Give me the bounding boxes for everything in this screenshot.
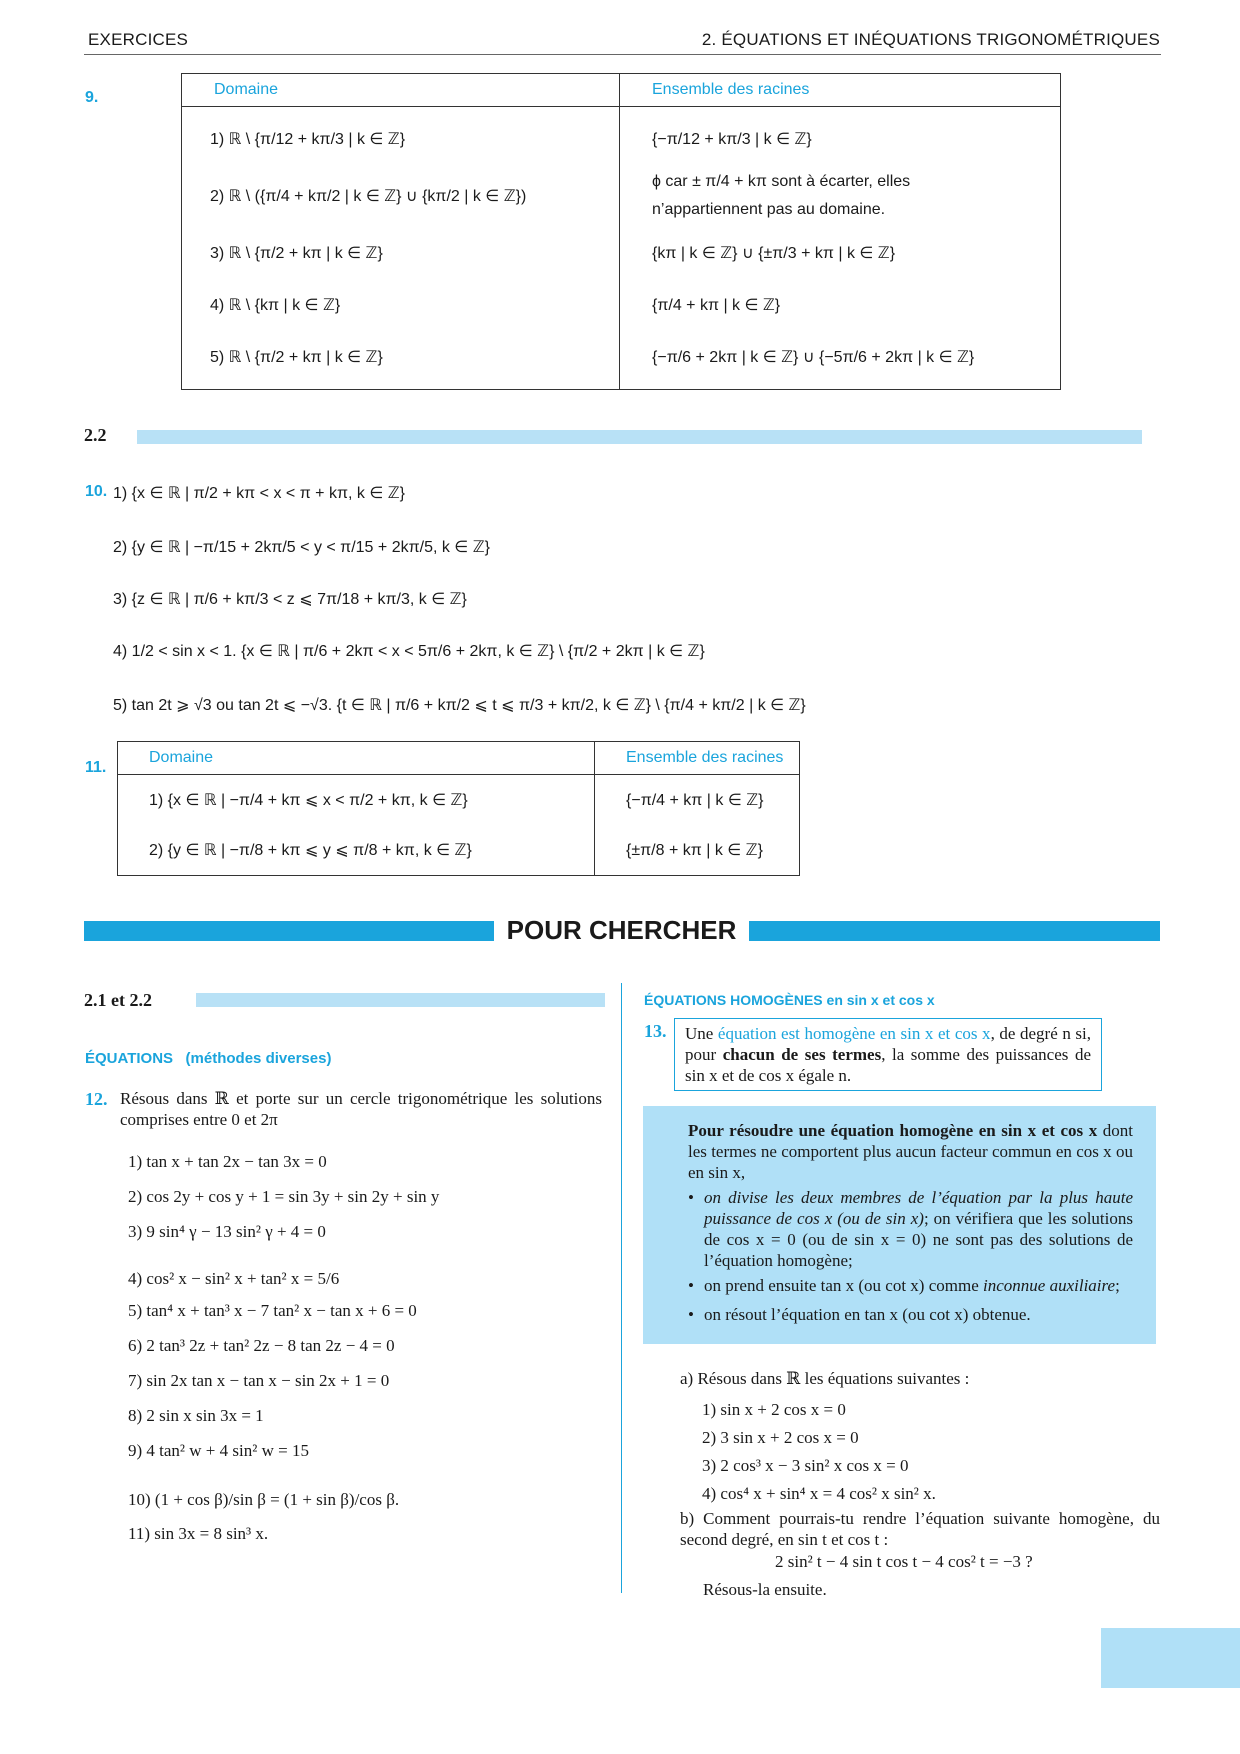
exercise-13-number: 13.	[644, 1021, 667, 1041]
ex12-item-5: 5) tan⁴ x + tan³ x − 7 tan² x − tan x + 6 = 0	[128, 1301, 417, 1320]
roots-row-2-line1: ϕ car ± π/4 + kπ sont à écarter, elles	[652, 173, 911, 190]
exercise-9-number: 9.	[85, 89, 99, 106]
homogeneous-heading: ÉQUATIONS HOMOGÈNES en sin x et cos x	[644, 992, 935, 1008]
ex12-item-4: 4) cos² x − sin² x + tan² x = 5/6	[128, 1269, 340, 1288]
header-rule	[84, 54, 1161, 55]
banner-bar-left	[84, 921, 494, 941]
method-bullet-3	[688, 1304, 1133, 1325]
section-2-1-2-2-bar	[196, 993, 605, 1007]
exercise-10-item-2: 2) {y ∈ ℝ | −π/15 + 2kπ/5 < y < π/15 + 2kπ/5, k ∈ ℤ}	[113, 539, 490, 556]
banner-bar-right	[749, 921, 1160, 941]
ex11-roots-row-2: {±π/8 + kπ | k ∈ ℤ}	[626, 842, 763, 859]
running-header-right: 2. ÉQUATIONS ET INÉQUATIONS TRIGONOMÉTRIQUES	[701, 30, 1160, 49]
part-a-item-4: 4) cos⁴ x + sin⁴ x = 4 cos² x sin² x.	[702, 1484, 936, 1503]
part-a-list	[702, 1396, 936, 1508]
ex12-item-1: 1) tan x + tan 2x − tan 3x = 0	[128, 1152, 327, 1171]
method-rest: dont les termes ne comportent plus aucun facteur commun en cos x ou en sin x,	[688, 1121, 1133, 1182]
method-box	[643, 1106, 1156, 1344]
roots-row-3: {kπ | k ∈ ℤ} ∪ {±π/3 + kπ | k ∈ ℤ}	[652, 245, 896, 262]
domain-header: Domaine	[182, 74, 620, 107]
exercise-11-table	[117, 741, 800, 876]
part-a-item-3: 3) 2 cos³ x − 3 sin² x cos x = 0	[702, 1456, 909, 1475]
definition-bold: chacun de ses termes	[722, 1045, 882, 1064]
exercise-9-table	[181, 73, 1061, 390]
ex12-item-6: 6) 2 tan³ 2z + tan² 2z − 8 tan 2z − 4 = 0	[128, 1336, 395, 1355]
ex12-item-9: 9) 4 tan² w + 4 sin² w = 15	[128, 1441, 309, 1460]
exercise-12-intro: Résous dans ℝ et porte sur un cercle trigonométrique les solutions comprises entre 0 et 2π	[120, 1089, 602, 1129]
part-a-item-1: 1) sin x + 2 cos x = 0	[702, 1400, 846, 1419]
exercise-10-item-1: 1) {x ∈ ℝ | π/2 + kπ < x < π + kπ, k ∈ ℤ}	[113, 485, 405, 502]
method-intro	[688, 1120, 1133, 1183]
domain-row-1: 1) ℝ \ {π/12 + kπ/3 | k ∈ ℤ}	[210, 131, 406, 148]
part-a-title: a) Résous dans ℝ les équations suivantes :	[680, 1369, 970, 1388]
ex12-item-10: 10) (1 + cos β)/sin β = (1 + sin β)/cos β.	[128, 1490, 400, 1509]
roots-row-1: {−π/12 + kπ/3 | k ∈ ℤ}	[652, 131, 812, 148]
exercise-10-item-4: 4) 1/2 < sin x < 1. {x ∈ ℝ | π/6 + 2kπ < x < 5π/6 + 2kπ, k ∈ ℤ} \ {π/2 + 2kπ | k ∈ ℤ}	[113, 643, 705, 660]
exercise-11-number: 11.	[85, 759, 107, 776]
roots-header: Ensemble des racines	[620, 74, 1061, 107]
method-title: Pour résoudre une équation homogène en sin x et cos x	[688, 1121, 1098, 1140]
bullet-2-rest: ;	[1115, 1276, 1120, 1295]
exercise-10-item-5: 5) tan 2t ⩾ √3 ou tan 2t ⩽ −√3. {t ∈ ℝ | π/6 + kπ/2 ⩽ t ⩽ π/3 + kπ/2, k ∈ ℤ} \ {π/4 + kπ/2 | k ∈ ℤ}	[113, 697, 806, 714]
running-header-left: EXERCICES	[88, 30, 189, 49]
roots-row-4: {π/4 + kπ | k ∈ ℤ}	[652, 297, 781, 314]
section-2-1-2-2-title: 2.1 et 2.2	[84, 990, 152, 1010]
bullet-1-rest: ; on vérifiera que les solutions de cos x = 0 (ou de sin x = 0) ne sont pas des solutions de l’équation homogène;	[704, 1209, 1133, 1270]
roots-row-5: {−π/6 + 2kπ | k ∈ ℤ} ∪ {−5π/6 + 2kπ | k ∈ ℤ}	[652, 349, 975, 366]
method-bullet-1	[688, 1187, 1133, 1271]
column-divider	[621, 983, 622, 1593]
domain-row-3: 3) ℝ \ {π/2 + kπ | k ∈ ℤ}	[210, 245, 383, 262]
ex11-domain-column	[118, 775, 595, 876]
definition-highlight: équation est homogène en sin x et cos x	[717, 1024, 991, 1043]
page-corner-tab	[1101, 1628, 1240, 1688]
part-a-item-2: 2) 3 sin x + 2 cos x = 0	[702, 1428, 859, 1447]
ex11-roots-column	[595, 775, 800, 876]
definition-box	[674, 1018, 1102, 1091]
bullet-2-emphasis: inconnue auxiliaire	[983, 1276, 1116, 1295]
ex12-item-2: 2) cos 2y + cos y + 1 = sin 3y + sin 2y + sin y	[128, 1187, 440, 1206]
domain-column	[182, 107, 620, 390]
part-b-end: Résous-la ensuite.	[703, 1580, 827, 1599]
bullet-2-pre: on prend ensuite tan x (ou cot x) comme	[704, 1276, 984, 1295]
method-bullet-2	[688, 1275, 1133, 1296]
ex11-roots-header: Ensemble des racines	[595, 742, 800, 775]
ex12-item-11: 11) sin 3x = 8 sin³ x.	[128, 1524, 269, 1543]
exercise-10-number: 10.	[85, 483, 108, 500]
section-2-2-bar	[137, 430, 1142, 444]
ex12-item-8: 8) 2 sin x sin 3x = 1	[128, 1406, 264, 1425]
bullet-1-emphasis: on divise les deux membres de l’équation par la plus haute puissance de cos x (ou de sin x)	[704, 1188, 1133, 1228]
part-b-question: b) Comment pourrais-tu rendre l’équation suivante homogène, du second degré, en sin t et cos t :	[680, 1509, 1160, 1549]
ex12-item-3: 3) 9 sin⁴ γ − 13 sin² γ + 4 = 0	[128, 1222, 326, 1241]
definition-part-5: , la somme des puissances de sin x et de cos x égale n.	[685, 1045, 1091, 1085]
ex11-domain-row-1: 1) {x ∈ ℝ | −π/4 + kπ ⩽ x < π/2 + kπ, k ∈ ℤ}	[149, 792, 468, 809]
ex11-domain-header: Domaine	[118, 742, 595, 775]
bullet-3-text: on résout l’équation en tan x (ou cot x) obtenue.	[704, 1305, 1031, 1324]
pour-chercher-title: POUR CHERCHER	[506, 915, 737, 945]
equations-subheading: ÉQUATIONS (méthodes diverses)	[85, 1050, 332, 1067]
roots-column	[620, 107, 1061, 390]
exercise-12-list	[128, 1152, 439, 1559]
roots-row-2	[652, 165, 1060, 227]
domain-row-4: 4) ℝ \ {kπ | k ∈ ℤ}	[210, 297, 341, 314]
domain-row-5: 5) ℝ \ {π/2 + kπ | k ∈ ℤ}	[210, 349, 383, 366]
domain-row-2: 2) ℝ \ ({π/4 + kπ/2 | k ∈ ℤ} ∪ {kπ/2 | k ∈ ℤ})	[210, 188, 527, 205]
ex12-item-7: 7) sin 2x tan x − tan x − sin 2x + 1 = 0	[128, 1371, 390, 1390]
part-b-equation: 2 sin² t − 4 sin t cos t − 4 cos² t = −3 ?	[775, 1552, 1033, 1571]
ex11-roots-row-1: {−π/4 + kπ | k ∈ ℤ}	[626, 792, 764, 809]
definition-part-1: Une	[685, 1024, 718, 1043]
section-2-2-title: 2.2	[84, 425, 107, 445]
exercise-12-number: 12.	[85, 1089, 108, 1109]
exercise-10-item-3: 3) {z ∈ ℝ | π/6 + kπ/3 < z ⩽ 7π/18 + kπ/3, k ∈ ℤ}	[113, 591, 467, 608]
definition-part-3: , de degré n si, pour	[685, 1024, 1091, 1064]
roots-row-2-line2: n’appartiennent pas au domaine.	[652, 201, 886, 218]
ex11-domain-row-2: 2) {y ∈ ℝ | −π/8 + kπ ⩽ y ⩽ π/8 + kπ, k ∈ ℤ}	[149, 842, 472, 859]
